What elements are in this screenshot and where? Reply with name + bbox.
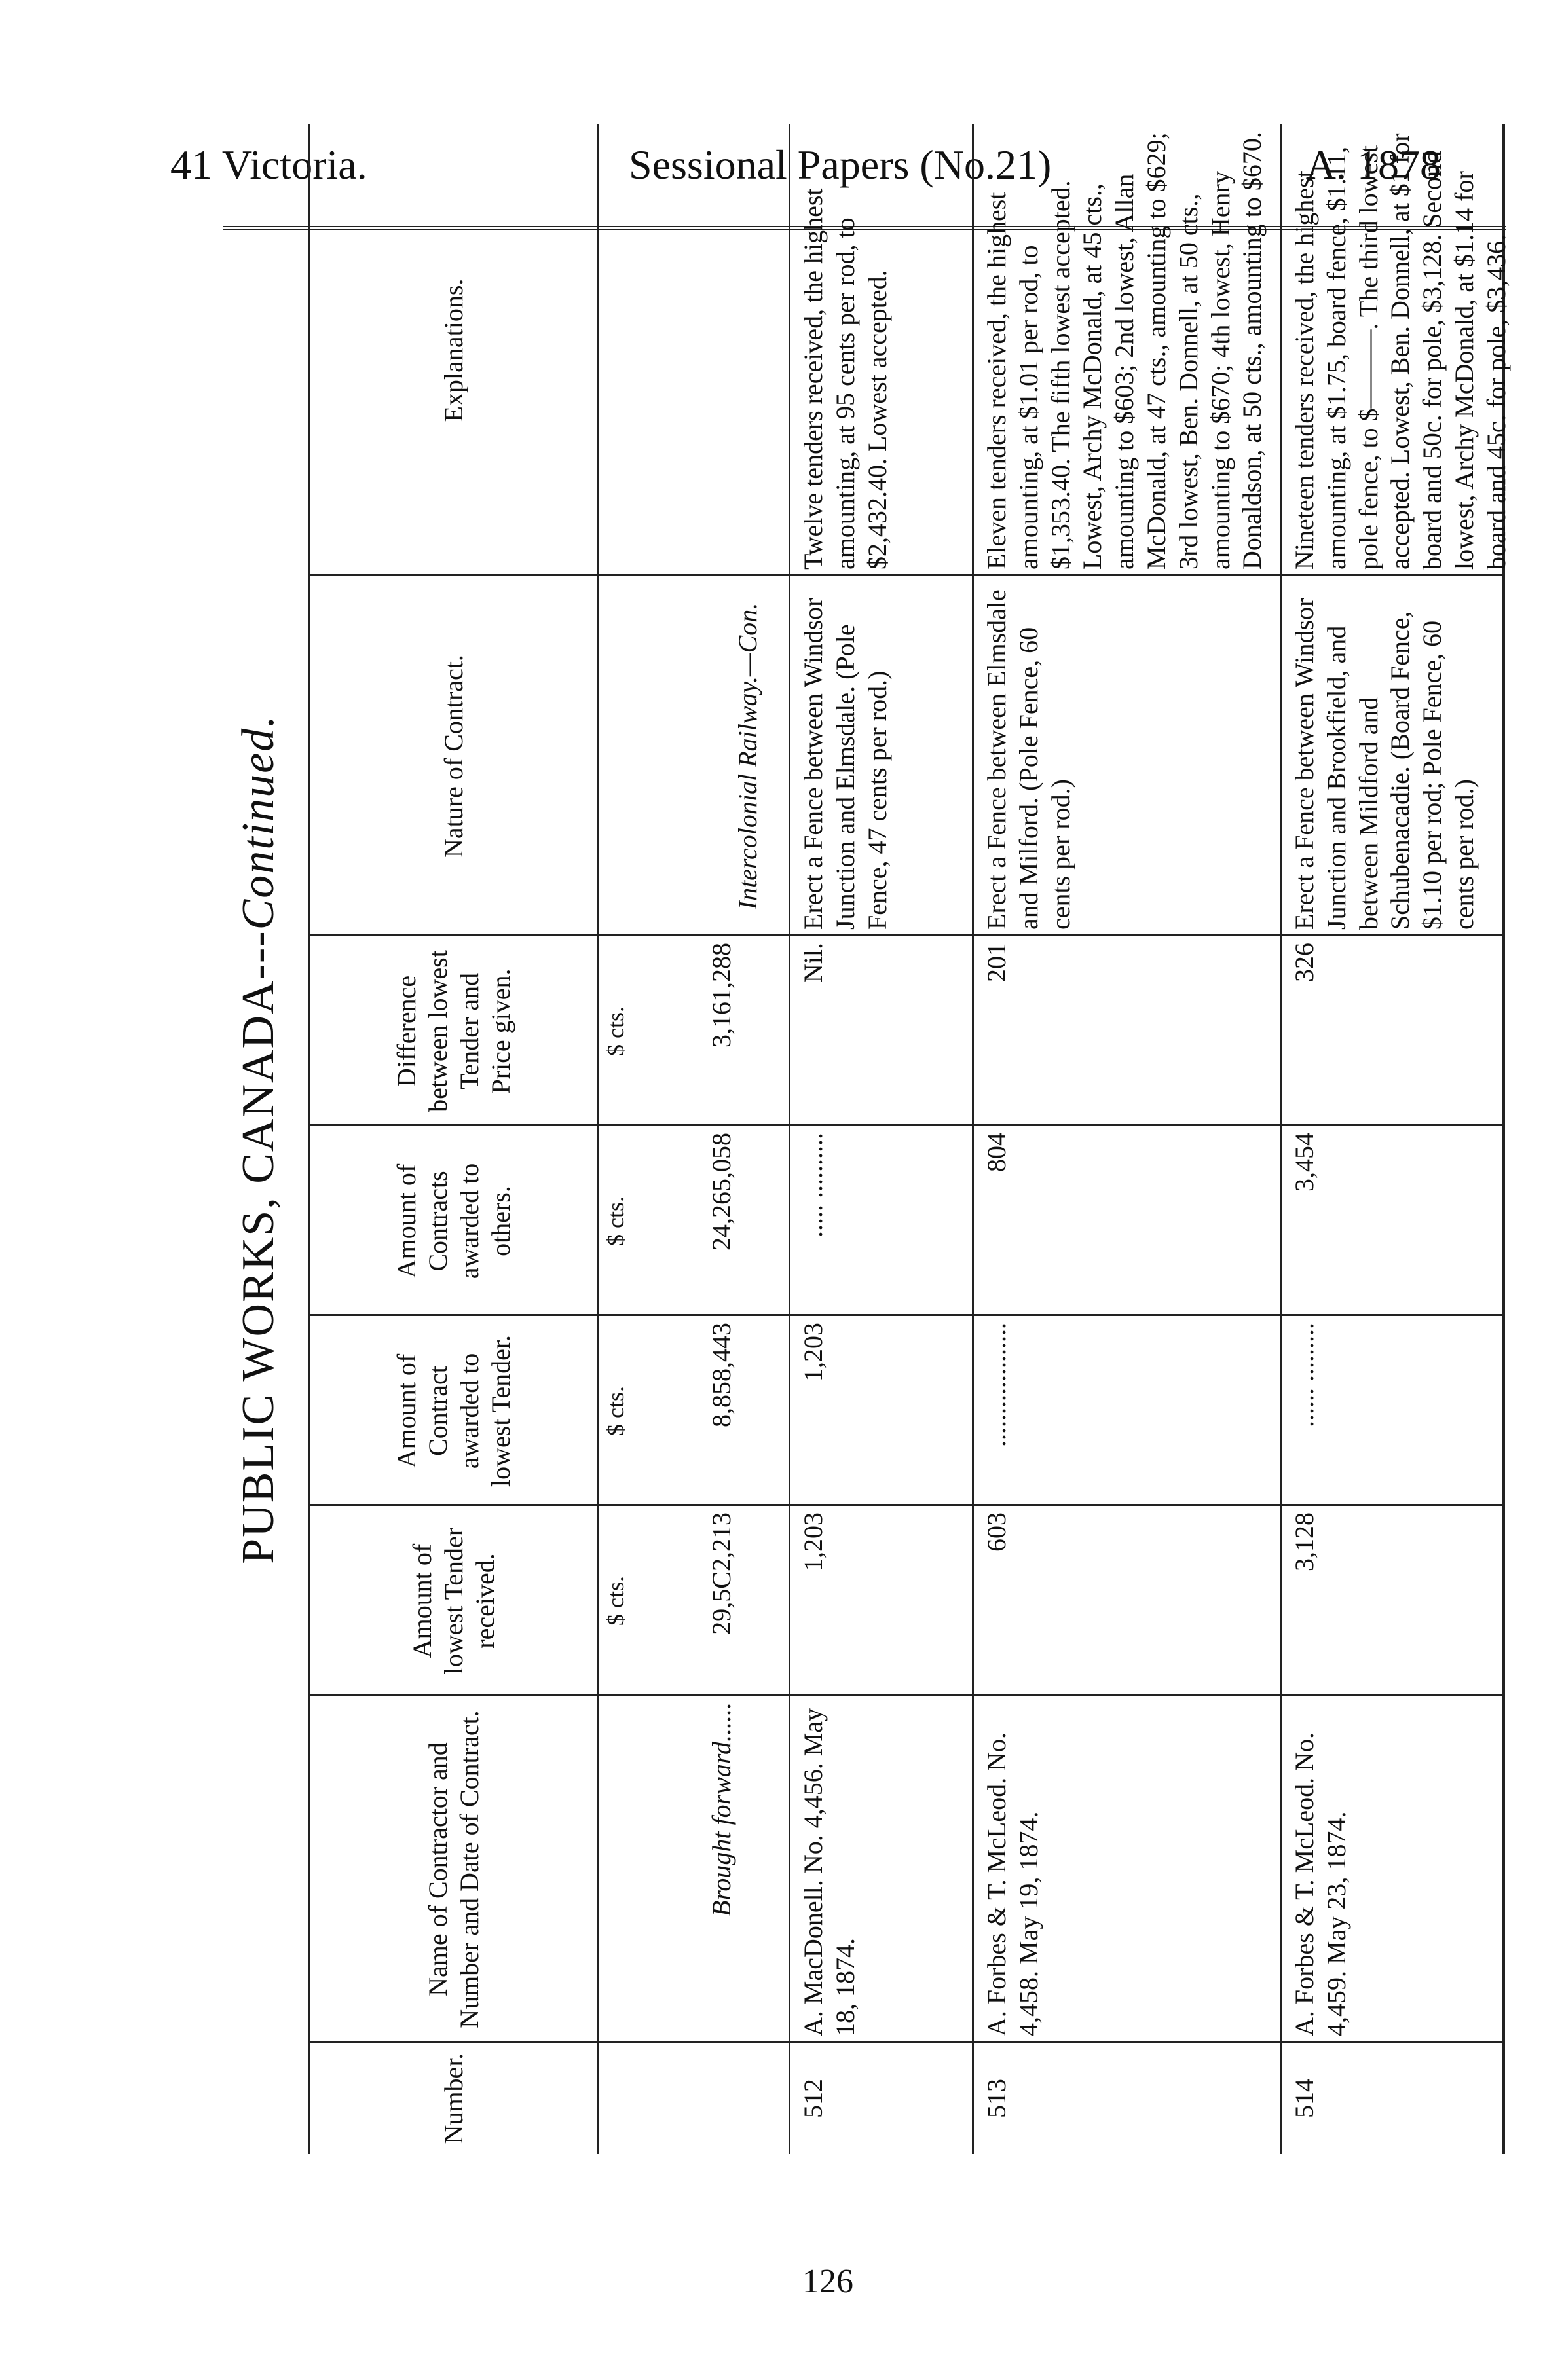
row-513-contractor: A. Forbes & T. McLeod. No. 4,458. May 19, 1874.: [982, 1732, 1043, 2036]
row-512-contractor: A. MacDonell. No. 4,456. May 18, 1874.: [798, 1708, 860, 2036]
row-513-number: 513: [982, 2079, 1011, 2118]
brought-forward-label: Brought forward......: [707, 1702, 736, 1917]
unit-awarded-others: $ cts.: [603, 1196, 629, 1246]
unit-lowest: $ cts.: [603, 1576, 629, 1626]
row-514-awarded-lowest: ...... .........: [1290, 1323, 1319, 1427]
column-contractor: [310, 1694, 1502, 2043]
row-513-nature: Erect a Fence between Elmsdale and Milford. (Pole Fence, 60 cents per rod.): [982, 589, 1075, 930]
column-nature: [310, 574, 1502, 936]
table-title-continued: Continued.: [233, 714, 284, 930]
header-papers: Sessional Papers (No.21): [629, 141, 1052, 188]
header-contractor: Name of Contractor and Number and Date of Contract.: [310, 1696, 599, 2043]
table-title: [223, 124, 295, 2154]
row-512-awarded-others: ..... ..........: [798, 1133, 828, 1237]
header-awarded-others: Amount of Contracts awarded to others.: [310, 1126, 599, 1316]
header-nature: Nature of Contract.: [310, 576, 599, 936]
section-intercolonial-railway: Intercolonial Railway.—Con.: [733, 602, 762, 910]
column-difference: [310, 934, 1502, 1126]
header-session: 41 Victoria.: [170, 141, 367, 188]
row-513-difference: 201: [982, 943, 1011, 982]
row-512-difference: Nil.: [798, 943, 828, 983]
row-514-difference: 326: [1290, 943, 1319, 982]
column-awarded-others: [310, 1124, 1502, 1316]
brought-forward-awarded-lowest: 8,858,443: [707, 1323, 736, 1427]
header-difference: Difference between lowest Tender and Price given.: [310, 936, 599, 1126]
row-513-awarded-others: 804: [982, 1133, 1011, 1172]
header-awarded-lowest: Amount of Contract awarded to lowest Tender.: [310, 1316, 599, 1506]
unit-awarded-lowest: $ cts.: [603, 1386, 629, 1436]
unit-difference: $ cts.: [603, 1006, 629, 1056]
row-512-awarded-lowest: 1,203: [798, 1323, 828, 1382]
rotated-table-container: [223, 124, 1511, 2154]
row-513-explanations: Eleven tenders received, the highest amounting, at $1.01 per rod, to $1,353.40. The fifth lowest accepted. Lowest, Archy McDonald, at 45 cts., amounting to $603; 2nd lowest, Allan McDonald, at 47 cts., amounting to $629; 3rd lowest, Ben. Donnell, at 50 cts., amounting to $670; 4th lowest, Henry Donaldson, at 50 cts., amounting to $670.: [982, 132, 1267, 570]
header-explanations: Explanations.: [310, 124, 599, 576]
row-514-explanations: Nineteen tenders received, the highest amounting, at $1.75, board fence, $1.11, pole fence, to $———. The third lowest accepted. Lowest, Ben. Donnell, at $1 for board and 50c. for pole, $3,128. Second lowest, Archy McDonald, at $1.14 for board and 45c. for pole, $3,436.: [1290, 133, 1511, 570]
row-514-nature: Erect a Fence between Windsor Junction and Brookfield, and between Mildford and Schubenacadie. (Board Fence, $1.10 per rod; Pole Fence, 60 cents per rod.): [1290, 598, 1479, 930]
table-title-main: PUBLIC WORKS, CANADA---: [233, 930, 284, 1564]
page-number: 126: [802, 2263, 853, 2300]
column-awarded-lowest: [310, 1314, 1502, 1506]
row-512-lowest: 1,203: [798, 1512, 828, 1571]
brought-forward-difference: 3,161,288: [707, 943, 736, 1048]
header-number: Number.: [310, 2043, 599, 2154]
row-512-nature: Erect a Fence between Windsor Junction and Elmsdale. (Pole Fence, 47 cents per rod.): [798, 598, 892, 930]
row-513-awarded-lowest: ...................: [982, 1323, 1011, 1447]
row-512-explanations: Twelve tenders received, the highest amounting, at 95 cents per rod, to $2,432.40. Lowest accepted.: [798, 188, 892, 570]
column-explanations: [310, 124, 1511, 576]
row-514-lowest: 3,128: [1290, 1512, 1319, 1571]
row-512-number: 512: [798, 2079, 828, 2118]
brought-forward-awarded-others: 24,265,058: [707, 1133, 736, 1251]
row-513-lowest: 603: [982, 1512, 1011, 1552]
brought-forward-lowest: 29,5C2,213: [707, 1512, 736, 1635]
column-number: [310, 2041, 1502, 2154]
row-514-awarded-others: 3,454: [1290, 1133, 1319, 1192]
header-year: A. 1878: [1305, 141, 1441, 188]
header-lowest-tender: Amount of lowest Tender received.: [310, 1506, 599, 1696]
row-514-contractor: A. Forbes & T. McLeod. No. 4,459. May 23, 1874.: [1290, 1732, 1351, 2036]
contracts-table: [308, 124, 1511, 2154]
row-514-number: 514: [1290, 2079, 1319, 2118]
column-lowest-tender: [310, 1504, 1502, 1696]
